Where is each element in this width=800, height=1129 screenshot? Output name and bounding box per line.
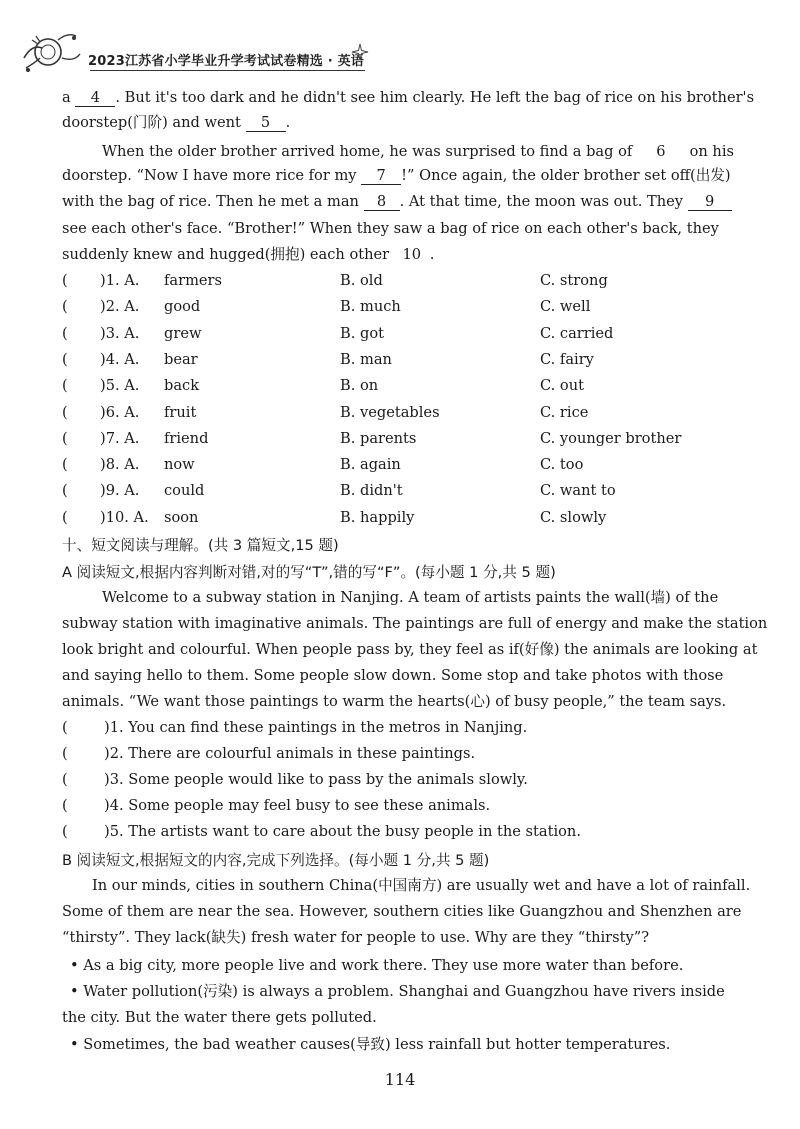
star-icon [351, 43, 369, 61]
tf-item [62, 823, 581, 840]
option-c: C. well [540, 298, 591, 316]
answer-paren: ( [62, 482, 68, 500]
question-number: )5. A. [100, 377, 140, 395]
passage-line: When the older brother arrived home, he was surprised to find a bag of 6 on his [102, 143, 734, 160]
option-b: B. man [340, 350, 392, 368]
option-b: B. vegetables [340, 403, 440, 421]
blank-10: 10 [402, 246, 422, 263]
passage-line: Some of them are near the sea. However, southern cities like Guangzhou and Shenzhen are [62, 903, 742, 920]
passage-line: Welcome to a subway station in Nanjing. A team of artists paints the wall(墙) of the [102, 589, 719, 606]
passage-line: • As a big city, more people live and work there. They use more water than before. [70, 957, 684, 974]
option-a: bear [164, 350, 198, 368]
header-rule [90, 70, 365, 71]
tf-item [62, 745, 475, 762]
question-number: )9. A. [100, 482, 140, 500]
option-c: C. younger brother [540, 429, 682, 447]
answer-paren: ( [62, 350, 68, 368]
answer-paren: ( [62, 272, 68, 289]
tf-statement: )5. The artists want to care about the busy people in the station. [104, 823, 581, 840]
option-row [62, 351, 762, 371]
option-c: C. slowly [540, 508, 607, 526]
question-number: )8. A. [100, 456, 140, 474]
tf-item [62, 719, 527, 736]
blank-9: 9 [688, 194, 732, 211]
decorative-logo-icon [18, 28, 84, 76]
tf-statement: )4. Some people may feel busy to see these animals. [104, 797, 491, 814]
option-row [62, 325, 762, 345]
answer-paren: ( [62, 508, 68, 526]
answer-paren: ( [62, 298, 68, 316]
part-a-title: A 阅读短文,根据内容判断对错,对的写“T”,错的写“F”。(每小题 1 分,共 5 题) [62, 564, 556, 581]
option-a: friend [164, 429, 209, 447]
section-title: 十、短文阅读与理解。(共 3 篇短文,15 题) [62, 537, 339, 554]
option-c: C. carried [540, 324, 614, 342]
passage-line: doorstep. “Now I have more rice for my 7 !” Once again, the older brother set off(出发) [62, 167, 731, 184]
option-c: C. out [540, 377, 584, 395]
option-a: back [164, 377, 200, 395]
tf-item [62, 797, 490, 814]
passage-line: “thirsty”. They lack(缺失) fresh water for people to use. Why are they “thirsty”? [62, 929, 650, 946]
option-a: now [164, 456, 195, 474]
option-row [62, 298, 762, 318]
passage-line: animals. “We want those paintings to warm the hearts(心) of busy people,” the team says. [62, 693, 727, 710]
passage-line: a 4 . But it's too dark and he didn't see him clearly. He left the bag of rice on his brother's [62, 89, 755, 106]
tf-statement: )1. You can find these paintings in the metros in Nanjing. [104, 719, 528, 736]
answer-paren: ( [62, 771, 68, 788]
option-row [62, 456, 762, 476]
tf-statement: )2. There are colourful animals in these paintings. [104, 745, 476, 762]
option-b: B. again [340, 456, 401, 474]
passage-line: subway station with imaginative animals. The paintings are full of energy and make the station [62, 615, 768, 632]
option-a: good [164, 298, 201, 316]
option-row [62, 430, 762, 450]
tf-item [62, 771, 528, 788]
option-row [62, 272, 762, 292]
blank-6: 6 [656, 143, 666, 160]
header-title: 2023江苏省小学毕业升学考试试卷精选 · 英语 [88, 54, 364, 69]
option-c: C. strong [540, 272, 608, 289]
passage-line: see each other's face. “Brother!” When they saw a bag of rice on each other's back, they [62, 220, 719, 237]
answer-paren: ( [62, 403, 68, 421]
option-row [62, 404, 762, 424]
option-b: B. got [340, 324, 384, 342]
question-number: )7. A. [100, 429, 140, 447]
option-row [62, 377, 762, 397]
option-c: C. fairy [540, 350, 594, 368]
part-b-title: B 阅读短文,根据短文的内容,完成下列选择。(每小题 1 分,共 5 题) [62, 852, 490, 869]
question-number: )4. A. [100, 350, 140, 368]
blank-7: 7 [361, 168, 401, 185]
option-a: fruit [164, 403, 197, 421]
question-number: )3. A. [100, 324, 140, 342]
question-number: )6. A. [100, 403, 140, 421]
blank-5: 5 [246, 115, 286, 132]
option-a: farmers [164, 272, 223, 289]
passage-line: with the bag of rice. Then he met a man 8 . At that time, the moon was out. They 9 [62, 192, 732, 212]
option-b: B. parents [340, 429, 417, 447]
option-c: C. too [540, 456, 584, 474]
passage-line: suddenly knew and hugged(拥抱) each other 10 . [62, 246, 435, 263]
answer-paren: ( [62, 377, 68, 395]
page-number: 114 [384, 1070, 416, 1089]
option-a: could [164, 482, 205, 500]
option-row [62, 509, 762, 529]
answer-paren: ( [62, 456, 68, 474]
option-a: soon [164, 508, 199, 526]
answer-paren: ( [62, 797, 68, 814]
question-number: )10. A. [100, 508, 149, 526]
answer-paren: ( [62, 429, 68, 447]
answer-paren: ( [62, 823, 68, 840]
question-number: )1. A. [100, 272, 140, 289]
passage-line: In our minds, cities in southern China(中国南方) are usually wet and have a lot of rainfall. [92, 877, 751, 894]
passage-line: • Sometimes, the bad weather causes(导致) less rainfall but hotter temperatures. [70, 1036, 671, 1053]
question-number: )2. A. [100, 298, 140, 316]
option-b: B. on [340, 377, 379, 395]
option-b: B. happily [340, 508, 415, 526]
answer-paren: ( [62, 745, 68, 762]
option-c: C. want to [540, 482, 616, 500]
option-row [62, 482, 762, 502]
passage-line: doorstep(门阶) and went 5 . [62, 114, 291, 131]
blank-8: 8 [364, 194, 400, 211]
passage-line: and saying hello to them. Some people slow down. Some stop and take photos with those [62, 667, 724, 684]
passage-line: the city. But the water there gets polluted. [62, 1009, 377, 1026]
option-b: B. much [340, 298, 401, 316]
page-header [18, 28, 438, 78]
option-a: grew [164, 324, 202, 342]
answer-paren: ( [62, 324, 68, 342]
answer-paren: ( [62, 719, 68, 736]
option-b: B. old [340, 272, 383, 289]
blank-4: 4 [75, 90, 115, 107]
passage-line: • Water pollution(污染) is always a problem. Shanghai and Guangzhou have rivers inside [70, 983, 725, 1000]
tf-statement: )3. Some people would like to pass by the animals slowly. [104, 771, 528, 788]
option-c: C. rice [540, 403, 589, 421]
passage-line: look bright and colourful. When people pass by, they feel as if(好像) the animals are looking at [62, 641, 758, 658]
option-b: B. didn't [340, 482, 403, 500]
